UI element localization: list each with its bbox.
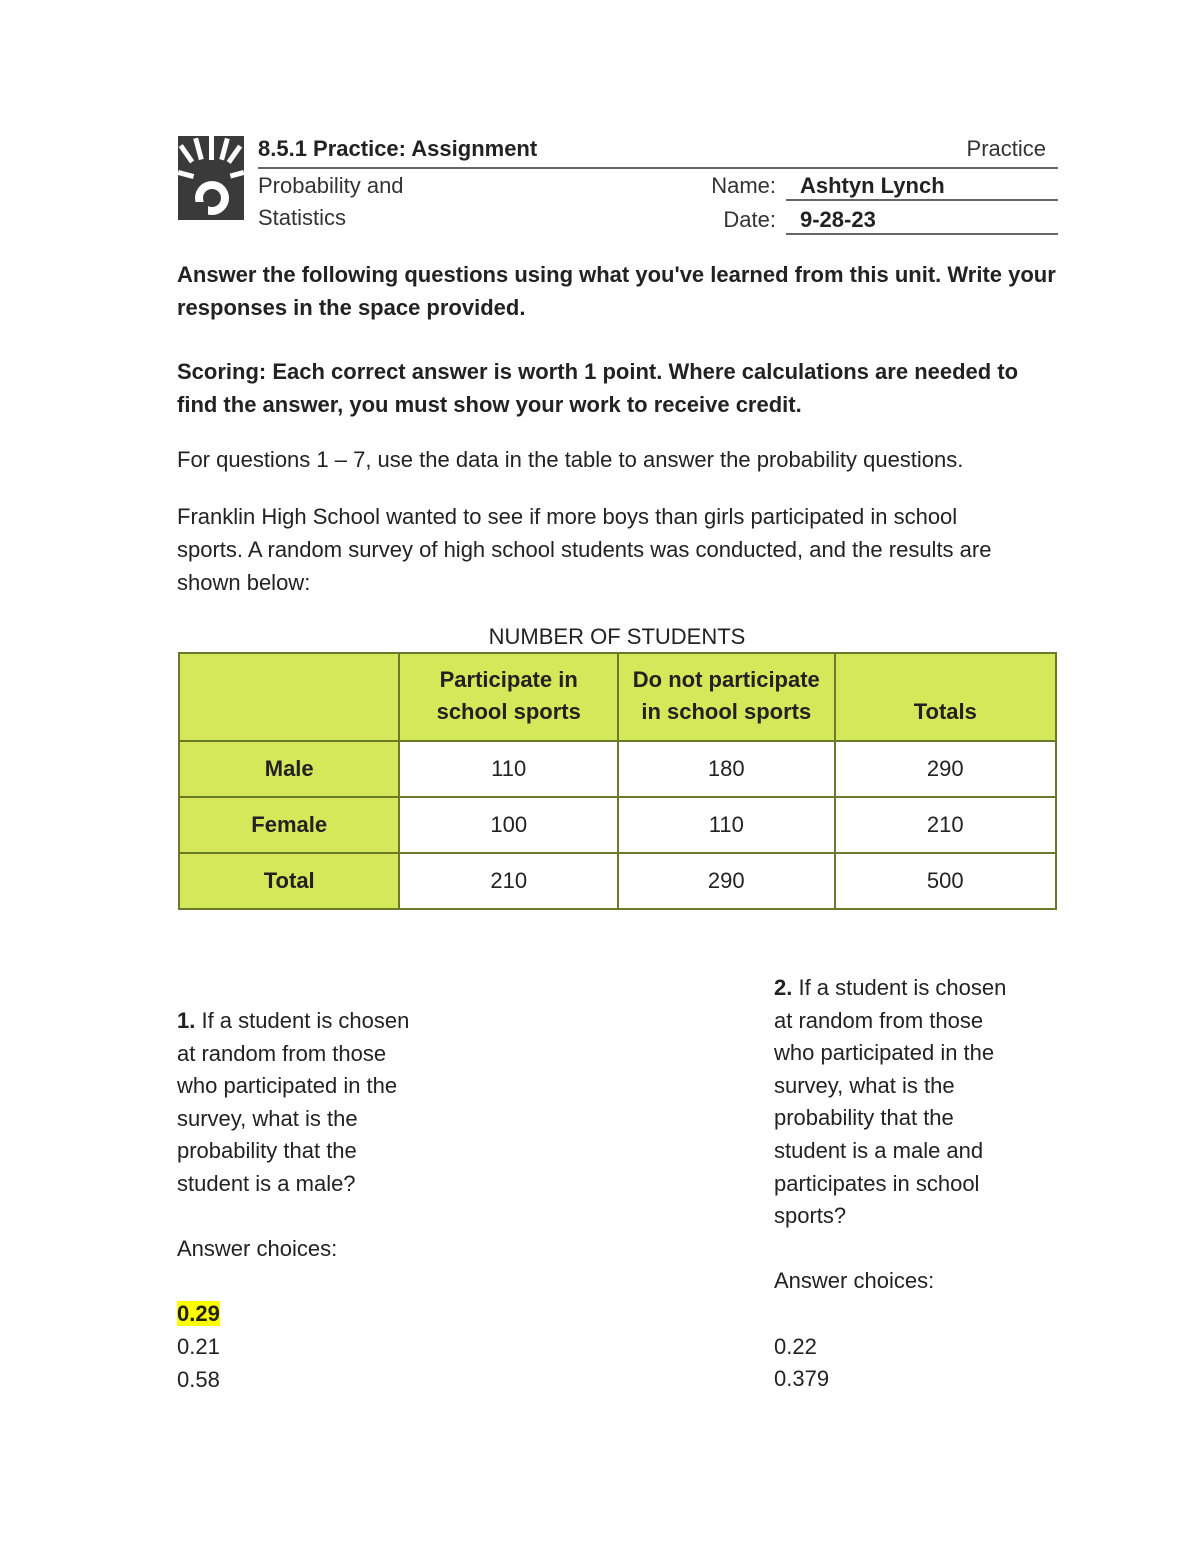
question-2-number: 2. bbox=[774, 975, 793, 1000]
subject-line-1: Probability and bbox=[258, 173, 404, 198]
question-2-line: probability that the bbox=[774, 1105, 954, 1131]
header-divider bbox=[258, 167, 1058, 169]
question-2-choice: 0.22 bbox=[774, 1333, 817, 1359]
course-subject bbox=[258, 170, 404, 234]
question-2-choice: 0.379 bbox=[774, 1366, 830, 1392]
table-row bbox=[179, 741, 1056, 797]
question-2-line: sports? bbox=[774, 1203, 847, 1229]
question-2-line: at random from those bbox=[774, 1007, 984, 1033]
question-1-line: at random from those bbox=[177, 1040, 387, 1066]
table-header-row bbox=[179, 653, 1056, 741]
question-1 bbox=[177, 1005, 477, 1396]
table-cell: 180 bbox=[618, 741, 835, 797]
students-table bbox=[178, 652, 1057, 910]
subject-line-2: Statistics bbox=[258, 205, 347, 230]
question-2-line: survey, what is the bbox=[774, 1072, 955, 1098]
table-cell: 100 bbox=[399, 797, 618, 853]
table-cell: 210 bbox=[835, 797, 1056, 853]
question-2-choices-label: Answer choices: bbox=[774, 1268, 935, 1294]
context-line-3: shown below: bbox=[177, 570, 311, 595]
question-1-line: student is a male? bbox=[177, 1170, 356, 1196]
publisher-logo-icon bbox=[178, 136, 244, 220]
instructions-line-2: responses in the space provided. bbox=[177, 295, 526, 320]
question-1-line: who participated in the bbox=[177, 1073, 398, 1099]
col-participate-line-2: school sports bbox=[436, 699, 581, 724]
table-row bbox=[179, 853, 1056, 909]
question-1-choices-label: Answer choices: bbox=[177, 1236, 338, 1262]
table-corner-cell bbox=[179, 653, 399, 741]
question-1-line: survey, what is the bbox=[177, 1105, 358, 1131]
col-not-participate-line-1: Do not participate bbox=[632, 667, 820, 692]
context-line-2: sports. A random survey of high school students was conducted, and the results are bbox=[177, 537, 992, 562]
table-cell: 290 bbox=[835, 741, 1056, 797]
instructions-line-1: Answer the following questions using what you've learned from this unit. Write your bbox=[177, 262, 1056, 287]
question-1-line bbox=[177, 1005, 477, 1038]
question-2 bbox=[774, 972, 1074, 1396]
name-underline bbox=[786, 199, 1058, 201]
question-1-choice: 0.58 bbox=[177, 1366, 220, 1392]
instructions bbox=[177, 258, 1077, 324]
date-underline bbox=[786, 233, 1058, 235]
questions-note: For questions 1 – 7, use the data in the table to answer the probability questions. bbox=[177, 447, 964, 472]
question-1-text: If a student is chosen bbox=[195, 1008, 410, 1033]
scoring-line-1: Scoring: Each correct answer is worth 1 point. Where calculations are needed to bbox=[177, 359, 1019, 384]
col-totals-header: Totals bbox=[835, 653, 1056, 741]
assignment-type: Practice bbox=[966, 136, 1046, 161]
scoring-note bbox=[177, 355, 1077, 421]
question-1-line: probability that the bbox=[177, 1138, 357, 1164]
col-participate-header bbox=[399, 653, 618, 741]
question-1-choice-selected: 0.29 bbox=[177, 1301, 220, 1327]
table-caption: NUMBER OF STUDENTS bbox=[488, 624, 746, 649]
question-2-text: If a student is chosen bbox=[792, 975, 1007, 1000]
col-not-participate-line-2: in school sports bbox=[641, 699, 812, 724]
row-label: Male bbox=[179, 741, 399, 797]
name-label: Name: bbox=[711, 173, 776, 198]
table-cell: 210 bbox=[399, 853, 618, 909]
col-participate-line-1: Participate in bbox=[439, 667, 578, 692]
assignment-title: 8.5.1 Practice: Assignment bbox=[258, 136, 538, 161]
question-2-line bbox=[774, 972, 1074, 1005]
table-cell: 110 bbox=[618, 797, 835, 853]
row-label: Total bbox=[179, 853, 399, 909]
name-value: Ashtyn Lynch bbox=[800, 173, 945, 198]
table-cell: 290 bbox=[618, 853, 835, 909]
col-not-participate-header bbox=[618, 653, 835, 741]
table-row bbox=[179, 797, 1056, 853]
context-paragraph bbox=[177, 500, 1077, 599]
scoring-line-2: find the answer, you must show your work to receive credit. bbox=[177, 392, 802, 417]
question-2-line: who participated in the bbox=[774, 1040, 995, 1066]
context-line-1: Franklin High School wanted to see if more boys than girls participated in school bbox=[177, 504, 958, 529]
table-cell: 500 bbox=[835, 853, 1056, 909]
date-value: 9-28-23 bbox=[800, 207, 876, 232]
date-label: Date: bbox=[723, 207, 776, 232]
row-label: Female bbox=[179, 797, 399, 853]
question-2-line: student is a male and bbox=[774, 1137, 984, 1163]
question-1-number: 1. bbox=[177, 1008, 196, 1033]
table-cell: 110 bbox=[399, 741, 618, 797]
question-1-choice: 0.21 bbox=[177, 1333, 220, 1359]
question-2-line: participates in school bbox=[774, 1170, 980, 1196]
